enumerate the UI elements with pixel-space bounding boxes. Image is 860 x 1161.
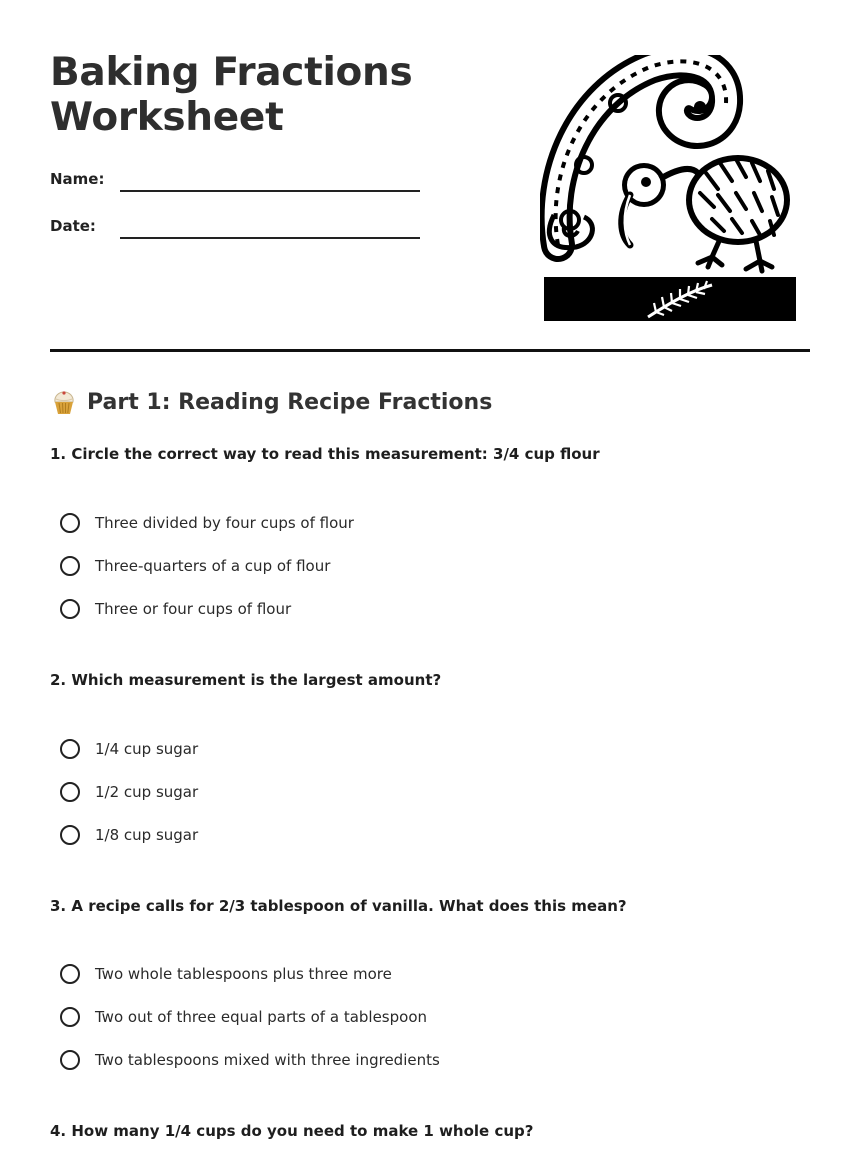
option-label: Three or four cups of flour — [95, 600, 292, 618]
question-1: 1. Circle the correct way to read this measurement: 3/4 cup flour — [50, 445, 600, 463]
radio-circle[interactable] — [60, 782, 80, 802]
cupcake-icon — [50, 388, 78, 416]
section-heading-part-1 — [50, 388, 492, 416]
name-label: Name: — [50, 170, 105, 188]
radio-circle[interactable] — [60, 1050, 80, 1070]
radio-circle[interactable] — [60, 556, 80, 576]
question-3: 3. A recipe calls for 2/3 tablespoon of vanilla. What does this mean? — [50, 897, 627, 915]
q1-option-b[interactable] — [60, 553, 330, 579]
kiwi-bird-illustration-icon — [540, 55, 800, 325]
q2-option-b[interactable] — [60, 779, 198, 805]
date-label: Date: — [50, 217, 96, 235]
radio-circle[interactable] — [60, 825, 80, 845]
radio-circle[interactable] — [60, 739, 80, 759]
title-line-1: Baking Fractions — [50, 50, 413, 95]
title-line-2: Worksheet — [50, 95, 284, 140]
radio-circle[interactable] — [60, 513, 80, 533]
option-label: 1/2 cup sugar — [95, 783, 199, 801]
q3-option-b[interactable] — [60, 1004, 427, 1030]
q1-option-c[interactable] — [60, 596, 291, 622]
q2-option-a[interactable] — [60, 736, 198, 762]
q3-option-a[interactable] — [60, 961, 392, 987]
page-title — [50, 50, 470, 140]
question-2: 2. Which measurement is the largest amount? — [50, 671, 442, 689]
question-4: 4. How many 1/4 cups do you need to make 1 whole cup? — [50, 1122, 534, 1140]
option-label: Two whole tablespoons plus three more — [95, 965, 392, 983]
radio-circle[interactable] — [60, 964, 80, 984]
q3-option-c[interactable] — [60, 1047, 440, 1073]
radio-circle[interactable] — [60, 1007, 80, 1027]
option-label: Three divided by four cups of flour — [95, 514, 354, 532]
name-underline[interactable] — [120, 190, 420, 192]
option-label: 1/4 cup sugar — [95, 740, 199, 758]
option-label: Two tablespoons mixed with three ingredients — [95, 1051, 440, 1069]
radio-circle[interactable] — [60, 599, 80, 619]
date-underline[interactable] — [120, 237, 420, 239]
option-label: 1/8 cup sugar — [95, 826, 199, 844]
date-field[interactable] — [50, 213, 420, 243]
header-divider — [50, 349, 810, 352]
option-label: Two out of three equal parts of a tablespoon — [95, 1008, 428, 1026]
option-label: Three-quarters of a cup of flour — [95, 557, 331, 575]
q1-option-a[interactable] — [60, 510, 354, 536]
section-heading-text: Part 1: Reading Recipe Fractions — [87, 389, 493, 415]
q2-option-c[interactable] — [60, 822, 198, 848]
name-field[interactable] — [50, 166, 420, 196]
